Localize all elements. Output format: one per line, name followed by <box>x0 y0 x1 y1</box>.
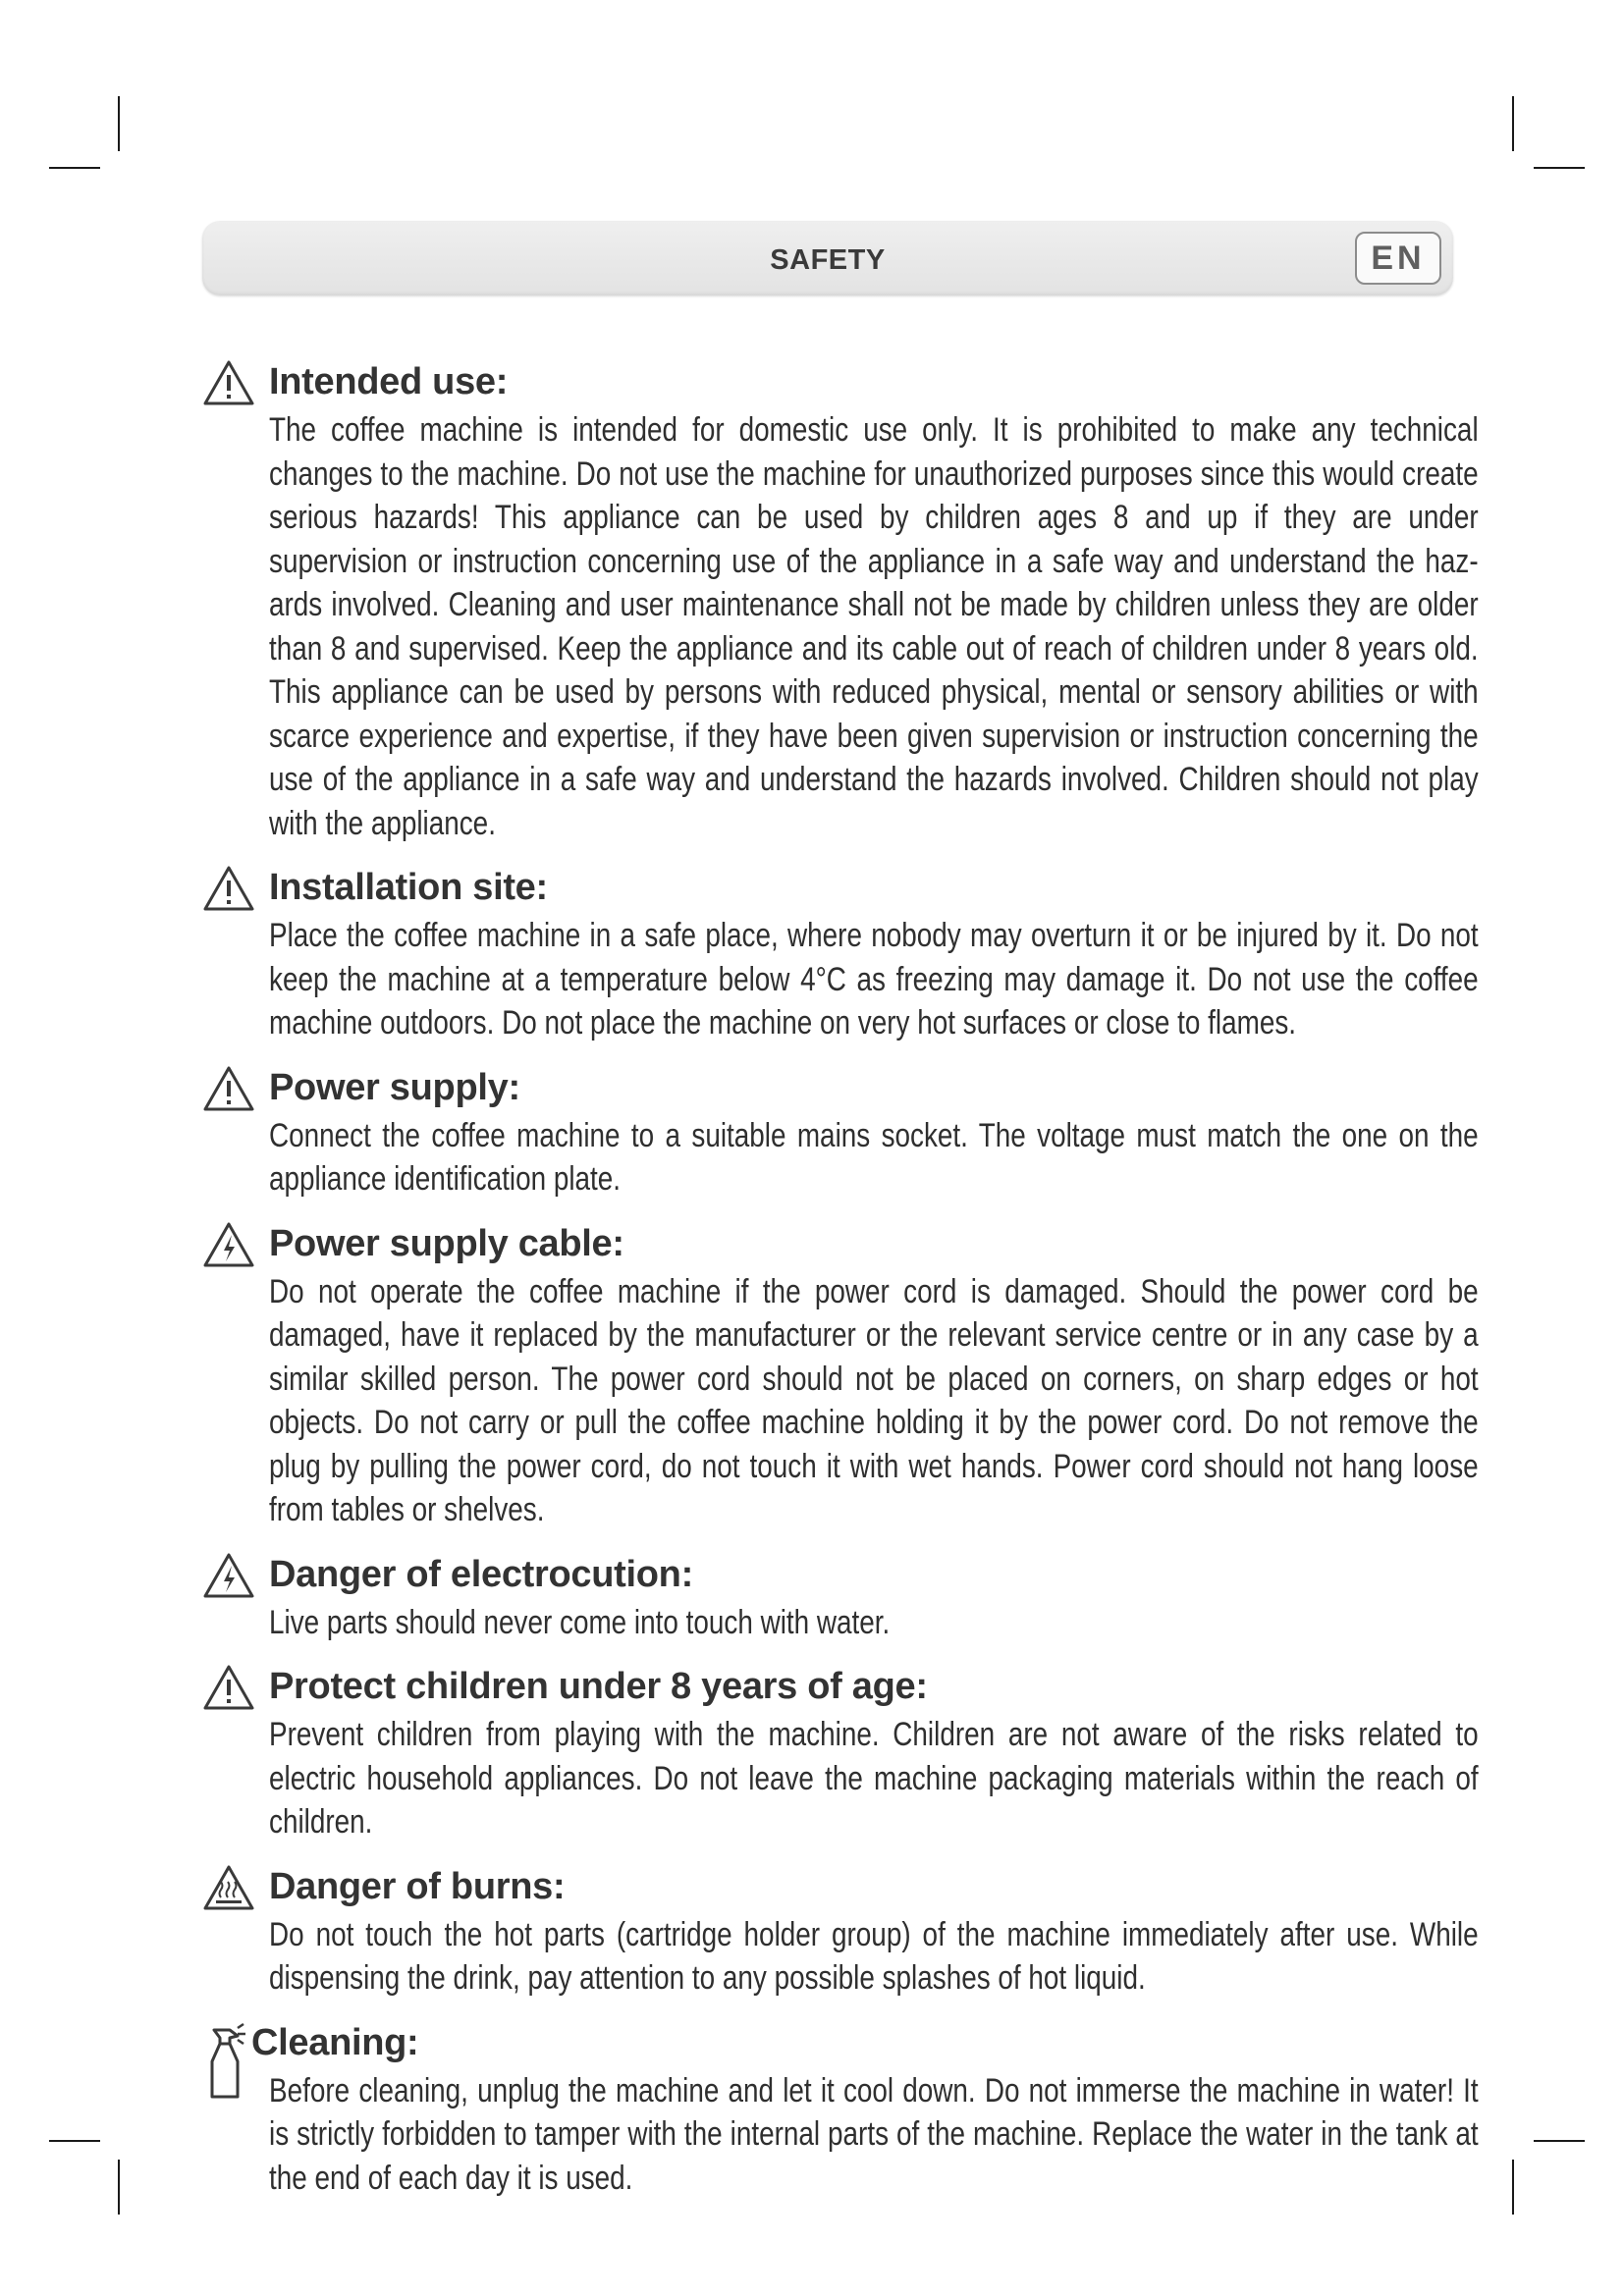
crop-mark <box>1512 2160 1514 2215</box>
section-text: Connect the coffee machine to a suitable mains socket. The voltage must match the one on the appliance identification plate. <box>269 1116 1479 1198</box>
section-danger-of-burns <box>202 1860 1479 2001</box>
section-title: Cleaning: <box>251 2021 419 2063</box>
crop-mark <box>118 2160 120 2215</box>
section-title: Power supply cable: <box>269 1222 624 1264</box>
crop-mark <box>1512 96 1514 151</box>
warning-icon <box>202 865 255 912</box>
section-title: Danger of burns: <box>269 1865 566 1907</box>
section-title: Installation site: <box>269 867 548 908</box>
crop-mark <box>1534 2140 1585 2142</box>
section-power-supply-cable <box>202 1217 1479 1532</box>
section-title: Protect children under 8 years of age: <box>269 1666 928 1707</box>
page-title: SAFETY <box>770 244 886 276</box>
crop-mark <box>49 2140 100 2142</box>
section-text: The coffee machine is intended for domestic use only. It is prohibited to make any technical changes to the machine. Do not use the machine for unauthorized purposes since this would create serious hazards! This appliance can be used by children ages 8 and up if they are under supervision or instruction concerning use of the appliance in a safe way and understand the haz-ards involved. Cleaning and user maintenance shall not be made by children unless they are older than 8 and supervised. Keep the appliance and its cable out of reach of children under 8 years old. This appliance can be used by persons with reduced physical, mental or sensory abilities or with scarce experience and expertise, if they have been given supervision or instruction concerning the use of the appliance in a safe way and understand the hazards involved. Children should not play with the appliance. <box>269 411 1479 842</box>
electric-warning-icon <box>202 1552 255 1599</box>
section-title: Danger of electrocution: <box>269 1553 693 1595</box>
section-protect-children <box>202 1660 1479 1844</box>
crop-mark <box>118 96 120 151</box>
section-text: Do not operate the coffee machine if the power cord is damaged. Should the power cord be damaged, have it replaced by the manufacturer or the relevant service centre or in any case by a similar skilled person. The power cord should not be placed on corners, on sharp edges or hot objects. Do not carry or pull the coffee machine holding it by the power cord. Do not remove the plug by pulling the power cord, do not touch it with wet hands. Power cord should not hang loose from tables or shelves. <box>269 1272 1479 1528</box>
warning-icon <box>202 1664 255 1711</box>
safety-content <box>202 355 1479 2200</box>
section-danger-of-electrocution <box>202 1548 1479 1645</box>
section-power-supply <box>202 1061 1479 1201</box>
section-cleaning <box>202 2016 1479 2201</box>
section-text: Live parts should never come into touch with water. <box>269 1603 891 1641</box>
section-title: Power supply: <box>269 1066 520 1108</box>
hot-surface-icon <box>202 1864 255 1911</box>
crop-mark <box>49 167 100 169</box>
warning-icon <box>202 1065 255 1112</box>
electric-warning-icon <box>202 1221 255 1268</box>
section-text: Place the coffee machine in a safe place, where nobody may overturn it or be injured by it. Do not keep the machine at a temperature below 4°C as freezing may damage it. Do not use the coffee machine outdoors. Do not place the machine on very hot surfaces or close to flames. <box>269 917 1479 1041</box>
spray-bottle-icon <box>204 2022 247 2101</box>
section-title: Intended use: <box>269 361 509 402</box>
section-installation-site <box>202 861 1479 1045</box>
section-header-bar <box>202 221 1453 295</box>
section-text: Do not touch the hot parts (cartridge holder group) of the machine immediately after use. While dispensing the drink, pay attention to any possible splashes of hot liquid. <box>269 1915 1479 1997</box>
section-intended-use <box>202 355 1479 845</box>
crop-mark <box>1534 167 1585 169</box>
section-text: Before cleaning, unplug the machine and let it cool down. Do not immerse the machine in water! It is strictly forbidden to tamper with the internal parts of the machine. Replace the water in the tank at the end of each day it is used. <box>269 2071 1479 2197</box>
warning-icon <box>202 359 255 406</box>
section-text: Prevent children from playing with the machine. Children are not aware of the risks related to electric household appliances. Do not leave the machine packaging materials within the reach of children. <box>269 1716 1479 1841</box>
language-badge: EN <box>1355 232 1441 285</box>
